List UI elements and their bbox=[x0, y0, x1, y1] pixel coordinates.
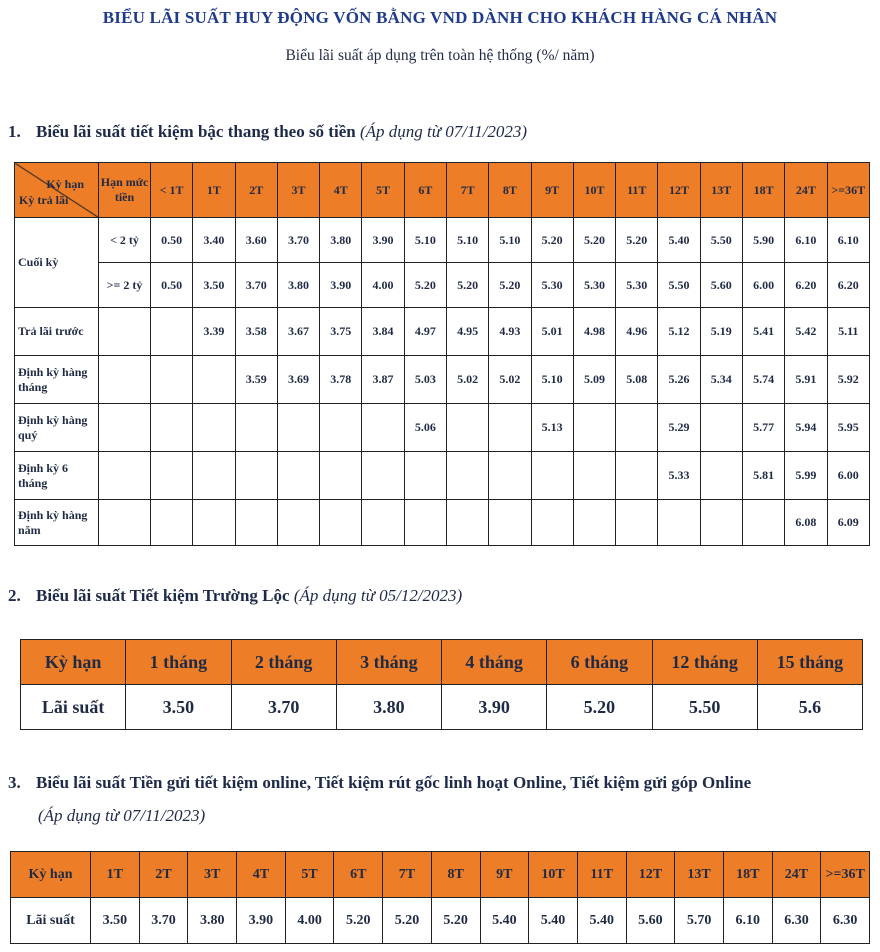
rate-cell: 5.42 bbox=[785, 308, 827, 356]
term-header-label: Kỳ hạn bbox=[11, 852, 91, 898]
table-row bbox=[15, 500, 870, 546]
rate-row-label: Lãi suất bbox=[11, 898, 91, 944]
rate-cell bbox=[151, 404, 193, 452]
rate-cell: 6.20 bbox=[827, 263, 870, 308]
rate-cell: 6.20 bbox=[785, 263, 827, 308]
rate-cell bbox=[277, 404, 319, 452]
rate-cell bbox=[446, 500, 488, 546]
section-3-heading bbox=[8, 773, 751, 793]
term-header-cell: 7T bbox=[383, 852, 432, 898]
rate-cell: 5.60 bbox=[700, 263, 742, 308]
online-savings-rate-table bbox=[10, 851, 870, 944]
rate-cell: 3.50 bbox=[91, 898, 140, 944]
term-header-cell: 9T bbox=[531, 163, 573, 218]
term-header-cell: 6T bbox=[404, 163, 446, 218]
rate-cell: 6.30 bbox=[772, 898, 821, 944]
rate-cell bbox=[616, 404, 658, 452]
rate-cell: 5.30 bbox=[616, 263, 658, 308]
term-header-cell: 18T bbox=[723, 852, 772, 898]
rate-cell: 5.20 bbox=[431, 898, 480, 944]
rate-cell: 5.91 bbox=[785, 356, 827, 404]
rate-cell: 5.29 bbox=[658, 404, 700, 452]
term-header-cell: 11T bbox=[577, 852, 626, 898]
rate-cell: 5.30 bbox=[573, 263, 615, 308]
term-header-cell: >=36T bbox=[827, 163, 870, 218]
rate-cell: 5.10 bbox=[489, 218, 531, 263]
rate-cell: 5.95 bbox=[827, 404, 870, 452]
rate-cell bbox=[446, 452, 488, 500]
rate-cell bbox=[700, 452, 742, 500]
table-header-row bbox=[15, 163, 870, 218]
rate-cell: 5.40 bbox=[577, 898, 626, 944]
rate-cell: 5.33 bbox=[658, 452, 700, 500]
rate-cell: 3.50 bbox=[193, 263, 235, 308]
rate-cell: 5.11 bbox=[827, 308, 870, 356]
term-header-cell: 15 tháng bbox=[757, 640, 862, 685]
term-header-cell: 2T bbox=[235, 163, 277, 218]
term-header-cell: 2 tháng bbox=[231, 640, 336, 685]
rate-cell: 5.30 bbox=[531, 263, 573, 308]
rate-cell: 6.10 bbox=[723, 898, 772, 944]
rate-cell: 5.19 bbox=[700, 308, 742, 356]
rate-cell bbox=[277, 500, 319, 546]
term-header-cell: 3 tháng bbox=[336, 640, 441, 685]
row-label-cell: Trả lãi trước bbox=[15, 308, 99, 356]
rate-cell: 5.01 bbox=[531, 308, 573, 356]
rate-cell bbox=[151, 500, 193, 546]
row-label-cell: Cuối kỳ bbox=[15, 218, 99, 308]
rate-cell bbox=[151, 356, 193, 404]
rate-cell bbox=[616, 452, 658, 500]
term-header-cell: < 1T bbox=[151, 163, 193, 218]
rate-cell: 5.20 bbox=[616, 218, 658, 263]
rate-cell: 5.20 bbox=[383, 898, 432, 944]
truong-loc-rate-table bbox=[20, 639, 863, 730]
section-3-title: Biểu lãi suất Tiền gửi tiết kiệm online, Tiết kiệm rút gốc linh hoạt Online, Tiết kiệm gửi góp Online bbox=[36, 773, 752, 792]
section-1-heading bbox=[8, 122, 527, 142]
rate-cell: 3.90 bbox=[237, 898, 286, 944]
rate-cell: 5.02 bbox=[489, 356, 531, 404]
rate-cell: 3.90 bbox=[320, 263, 362, 308]
rate-cell: 5.41 bbox=[742, 308, 784, 356]
term-header-cell: 6T bbox=[334, 852, 383, 898]
rate-cell: 6.09 bbox=[827, 500, 870, 546]
section-2-heading bbox=[8, 586, 462, 606]
rate-cell: 6.10 bbox=[827, 218, 870, 263]
rate-row-label: Lãi suất bbox=[21, 685, 126, 730]
rate-cell bbox=[446, 404, 488, 452]
rate-cell: 3.60 bbox=[235, 218, 277, 263]
term-header-cell: 8T bbox=[489, 163, 531, 218]
term-header-cell: 1T bbox=[91, 852, 140, 898]
rate-cell bbox=[531, 500, 573, 546]
rate-cell: 5.20 bbox=[547, 685, 652, 730]
term-header-cell: 1 tháng bbox=[126, 640, 231, 685]
table-header-row bbox=[21, 640, 863, 685]
table-header-row bbox=[11, 852, 870, 898]
rate-cell: 5.20 bbox=[446, 263, 488, 308]
rate-cell: 5.70 bbox=[675, 898, 724, 944]
rate-cell bbox=[235, 404, 277, 452]
rate-cell bbox=[658, 500, 700, 546]
rate-cell bbox=[193, 500, 235, 546]
term-header-cell: 18T bbox=[742, 163, 784, 218]
table-row bbox=[21, 685, 863, 730]
rate-cell bbox=[742, 500, 784, 546]
rate-cell: 5.12 bbox=[658, 308, 700, 356]
rate-cell: 3.70 bbox=[231, 685, 336, 730]
rate-cell: 5.20 bbox=[573, 218, 615, 263]
table-row bbox=[15, 404, 870, 452]
table-row bbox=[15, 308, 870, 356]
term-header-cell: 12 tháng bbox=[652, 640, 757, 685]
rate-cell: 3.78 bbox=[320, 356, 362, 404]
rate-cell: 3.87 bbox=[362, 356, 404, 404]
term-header-label: Kỳ hạn bbox=[21, 640, 126, 685]
corner-payment-label: Kỳ trả lãi bbox=[19, 193, 69, 207]
rate-cell: 5.74 bbox=[742, 356, 784, 404]
term-header-cell: >=36T bbox=[821, 852, 870, 898]
rate-cell: 5.20 bbox=[531, 218, 573, 263]
rate-cell: 5.92 bbox=[827, 356, 870, 404]
table-row bbox=[15, 218, 870, 263]
limit-cell bbox=[99, 308, 151, 356]
rate-cell: 5.40 bbox=[480, 898, 529, 944]
term-header-cell: 3T bbox=[188, 852, 237, 898]
rate-cell bbox=[193, 404, 235, 452]
rate-cell bbox=[489, 452, 531, 500]
table-row bbox=[15, 263, 870, 308]
rate-cell bbox=[362, 500, 404, 546]
rate-cell bbox=[362, 404, 404, 452]
rate-cell: 4.93 bbox=[489, 308, 531, 356]
rate-cell: 3.80 bbox=[320, 218, 362, 263]
rate-cell: 5.03 bbox=[404, 356, 446, 404]
rate-cell: 3.90 bbox=[362, 218, 404, 263]
section-3-note: (Áp dụng từ 07/11/2023) bbox=[38, 806, 206, 825]
rate-cell bbox=[489, 404, 531, 452]
rate-cell bbox=[531, 452, 573, 500]
rate-cell: 5.13 bbox=[531, 404, 573, 452]
rate-cell bbox=[235, 452, 277, 500]
rate-cell: 3.69 bbox=[277, 356, 319, 404]
term-header-cell: 10T bbox=[573, 163, 615, 218]
rate-cell: 3.59 bbox=[235, 356, 277, 404]
limit-cell bbox=[99, 452, 151, 500]
table-row bbox=[11, 898, 870, 944]
rate-cell: 5.20 bbox=[404, 263, 446, 308]
rate-cell: 5.09 bbox=[573, 356, 615, 404]
rate-cell: 5.81 bbox=[742, 452, 784, 500]
rate-cell: 3.80 bbox=[336, 685, 441, 730]
rate-cell: 3.39 bbox=[193, 308, 235, 356]
term-header-cell: 5T bbox=[362, 163, 404, 218]
rate-cell bbox=[362, 452, 404, 500]
term-header-cell: 9T bbox=[480, 852, 529, 898]
term-header-cell: 4 tháng bbox=[442, 640, 547, 685]
section-2-note: (Áp dụng từ 05/12/2023) bbox=[293, 586, 463, 605]
term-header-cell: 4T bbox=[320, 163, 362, 218]
rate-cell: 5.10 bbox=[446, 218, 488, 263]
term-header-cell: 6 tháng bbox=[547, 640, 652, 685]
term-header-cell: 5T bbox=[285, 852, 334, 898]
rate-cell: 5.94 bbox=[785, 404, 827, 452]
rate-cell: 6.00 bbox=[827, 452, 870, 500]
row-label-cell: Định kỳ hàng quý bbox=[15, 404, 99, 452]
term-header-cell: 3T bbox=[277, 163, 319, 218]
rate-cell bbox=[151, 452, 193, 500]
rate-cell: 3.84 bbox=[362, 308, 404, 356]
rate-cell: 6.30 bbox=[821, 898, 870, 944]
term-header-cell: 7T bbox=[446, 163, 488, 218]
term-header-cell: 24T bbox=[785, 163, 827, 218]
row-label-cell: Định kỳ hàng năm bbox=[15, 500, 99, 546]
rate-cell bbox=[404, 452, 446, 500]
rate-cell bbox=[700, 404, 742, 452]
term-header-cell: 1T bbox=[193, 163, 235, 218]
page-title: BIỂU LÃI SUẤT HUY ĐỘNG VỐN BẰNG VND DÀNH CHO KHÁCH HÀNG CÁ NHÂN bbox=[102, 8, 778, 27]
rate-cell: 5.02 bbox=[446, 356, 488, 404]
rate-cell: 5.50 bbox=[700, 218, 742, 263]
limit-cell bbox=[99, 356, 151, 404]
rate-cell: 5.10 bbox=[404, 218, 446, 263]
tiered-savings-rate-table bbox=[14, 162, 870, 546]
corner-header-cell bbox=[15, 163, 99, 218]
rate-cell: 4.96 bbox=[616, 308, 658, 356]
limit-cell: >= 2 tỷ bbox=[99, 263, 151, 308]
rate-cell: 5.50 bbox=[652, 685, 757, 730]
rate-cell: 5.77 bbox=[742, 404, 784, 452]
term-header-cell: 13T bbox=[675, 852, 724, 898]
rate-cell: 5.08 bbox=[616, 356, 658, 404]
rate-cell bbox=[616, 500, 658, 546]
table-row bbox=[15, 356, 870, 404]
corner-term-label: Kỳ hạn bbox=[46, 177, 84, 191]
rate-cell: 3.70 bbox=[235, 263, 277, 308]
rate-cell: 4.97 bbox=[404, 308, 446, 356]
rate-cell bbox=[489, 500, 531, 546]
rate-cell: 0.50 bbox=[151, 218, 193, 263]
rate-cell: 5.90 bbox=[742, 218, 784, 263]
rate-cell: 6.08 bbox=[785, 500, 827, 546]
rate-cell: 3.70 bbox=[139, 898, 188, 944]
rate-cell: 5.06 bbox=[404, 404, 446, 452]
row-label-cell: Định kỳ hàng tháng bbox=[15, 356, 99, 404]
term-header-cell: 8T bbox=[431, 852, 480, 898]
rate-cell: 4.00 bbox=[362, 263, 404, 308]
rate-cell: 5.60 bbox=[626, 898, 675, 944]
rate-cell: 3.80 bbox=[188, 898, 237, 944]
rate-cell: 3.75 bbox=[320, 308, 362, 356]
limit-cell bbox=[99, 404, 151, 452]
rate-cell: 3.70 bbox=[277, 218, 319, 263]
row-label-cell: Định kỳ 6 tháng bbox=[15, 452, 99, 500]
rate-cell: 5.40 bbox=[658, 218, 700, 263]
rate-cell bbox=[320, 452, 362, 500]
rate-cell bbox=[193, 356, 235, 404]
rate-cell: 3.67 bbox=[277, 308, 319, 356]
section-2-title: Biểu lãi suất Tiết kiệm Trường Lộc bbox=[36, 586, 290, 605]
term-header-cell: 4T bbox=[237, 852, 286, 898]
rate-cell: 3.80 bbox=[277, 263, 319, 308]
rate-cell: 5.10 bbox=[531, 356, 573, 404]
rate-cell: 5.50 bbox=[658, 263, 700, 308]
rate-cell bbox=[320, 404, 362, 452]
term-header-cell: 13T bbox=[700, 163, 742, 218]
term-header-cell: 2T bbox=[139, 852, 188, 898]
rate-cell bbox=[151, 308, 193, 356]
section-3-number: 3. bbox=[8, 773, 21, 792]
rate-cell: 6.00 bbox=[742, 263, 784, 308]
term-header-cell: 12T bbox=[626, 852, 675, 898]
rate-cell bbox=[573, 500, 615, 546]
rate-cell: 0.50 bbox=[151, 263, 193, 308]
rate-cell: 3.40 bbox=[193, 218, 235, 263]
limit-cell bbox=[99, 500, 151, 546]
term-header-cell: 24T bbox=[772, 852, 821, 898]
section-2-number: 2. bbox=[8, 586, 21, 605]
rate-cell bbox=[573, 404, 615, 452]
rate-cell: 3.58 bbox=[235, 308, 277, 356]
rate-cell bbox=[277, 452, 319, 500]
rate-cell bbox=[573, 452, 615, 500]
term-header-cell: 11T bbox=[616, 163, 658, 218]
term-header-cell: 12T bbox=[658, 163, 700, 218]
rate-cell: 5.20 bbox=[489, 263, 531, 308]
rate-cell: 4.95 bbox=[446, 308, 488, 356]
rate-cell: 6.10 bbox=[785, 218, 827, 263]
rate-cell bbox=[700, 500, 742, 546]
rate-cell: 4.00 bbox=[285, 898, 334, 944]
limit-header-cell: Hạn mức tiền bbox=[99, 163, 151, 218]
rate-cell bbox=[320, 500, 362, 546]
rate-cell: 5.34 bbox=[700, 356, 742, 404]
rate-cell: 5.20 bbox=[334, 898, 383, 944]
rate-cell: 3.50 bbox=[126, 685, 231, 730]
page-subtitle: Biểu lãi suất áp dụng trên toàn hệ thống (%/ năm) bbox=[285, 47, 595, 64]
rate-cell bbox=[235, 500, 277, 546]
rate-cell bbox=[193, 452, 235, 500]
table-row bbox=[15, 452, 870, 500]
rate-cell: 5.6 bbox=[757, 685, 862, 730]
section-1-title: Biểu lãi suất tiết kiệm bậc thang theo số tiền bbox=[36, 122, 356, 141]
rate-cell: 5.40 bbox=[529, 898, 578, 944]
rate-cell: 4.98 bbox=[573, 308, 615, 356]
rate-cell: 5.26 bbox=[658, 356, 700, 404]
section-1-note: (Áp dụng từ 07/11/2023) bbox=[359, 122, 528, 141]
limit-cell: < 2 tỷ bbox=[99, 218, 151, 263]
term-header-cell: 10T bbox=[529, 852, 578, 898]
rate-cell: 3.90 bbox=[442, 685, 547, 730]
rate-cell bbox=[404, 500, 446, 546]
rate-cell: 5.99 bbox=[785, 452, 827, 500]
section-1-number: 1. bbox=[8, 122, 21, 141]
